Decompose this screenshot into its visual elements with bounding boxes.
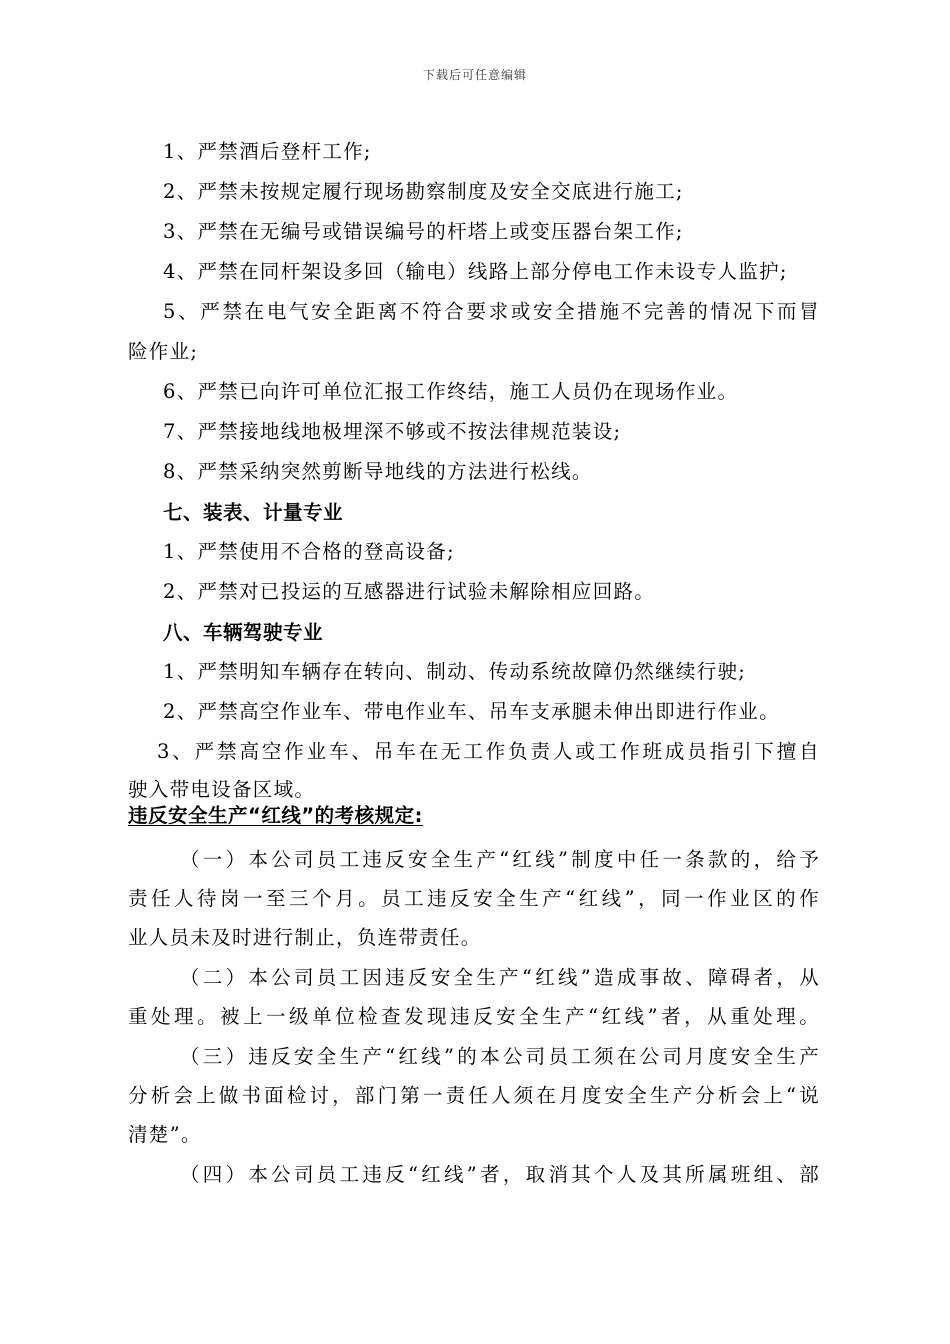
text-line: 4、严禁在同杆架设多回（输电）线路上部分停电工作未设专人监护; xyxy=(163,260,788,283)
text-line: 5、严禁在电气安全距离不符合要求或安全措施不完善的情况下而冒 xyxy=(163,300,820,323)
text-line: 2、严禁对已投运的互感器进行试验未解除相应回路。 xyxy=(163,580,656,603)
text-line: 2、严禁高空作业车、带电作业车、吊车支承腿未伸出即进行作业。 xyxy=(163,700,780,723)
text-line: 3、严禁在无编号或错误编号的杆塔上或变压器台架工作; xyxy=(163,220,684,243)
text-line: 重处理。被上一级单位检查发现违反安全生产“红线”者，从重处理。 xyxy=(128,1005,820,1028)
text-line: （四）本公司员工违反“红线”者，取消其个人及其所属班组、部 xyxy=(180,1163,820,1186)
text-line: 2、严禁未按规定履行现场勘察制度及安全交底进行施工; xyxy=(163,180,684,203)
text-line: 驶入带电设备区域。 xyxy=(128,778,316,801)
text-line: 1、严禁酒后登杆工作; xyxy=(163,140,372,163)
text-line: 3、严禁高空作业车、吊车在无工作负责人或工作班成员指引下擅自 xyxy=(157,740,820,763)
text-line: 险作业; xyxy=(128,340,199,363)
text-line: （一）本公司员工违反安全生产“红线”制度中任一条款的，给予 xyxy=(180,848,820,871)
text-line: 1、严禁明知车辆存在转向、制动、传动系统故障仍然继续行驶; xyxy=(163,660,747,683)
rules-heading: 违反安全生产“红线”的考核规定: xyxy=(128,804,423,827)
text-line: 清楚”。 xyxy=(128,1123,202,1146)
text-line: （二）本公司员工因违反安全生产“红线”造成事故、障碍者，从 xyxy=(180,966,820,989)
text-line: 1、严禁使用不合格的登高设备; xyxy=(163,540,455,563)
section-heading: 八、车辆驾驶专业 xyxy=(163,621,324,644)
text-line: 业人员未及时进行制止，负连带责任。 xyxy=(128,926,482,949)
text-line: 6、严禁已向许可单位汇报工作终结，施工人员仍在现场作业。 xyxy=(163,380,739,403)
section-heading: 七、装表、计量专业 xyxy=(163,501,344,524)
text-line: 分析会上做书面检讨，部门第一责任人须在月度安全生产分析会上“说 xyxy=(128,1084,820,1107)
text-line: （三）违反安全生产“红线”的本公司员工须在公司月度安全生产 xyxy=(180,1045,820,1068)
text-line: 7、严禁接地线地极埋深不够或不按法律规范装设; xyxy=(163,420,622,443)
text-line: 8、严禁采纳突然剪断导地线的方法进行松线。 xyxy=(163,460,593,483)
page-header: 下载后可任意编辑 xyxy=(422,68,527,82)
text-line: 责任人待岗一至三个月。员工违反安全生产“红线”，同一作业区的作 xyxy=(128,887,820,910)
